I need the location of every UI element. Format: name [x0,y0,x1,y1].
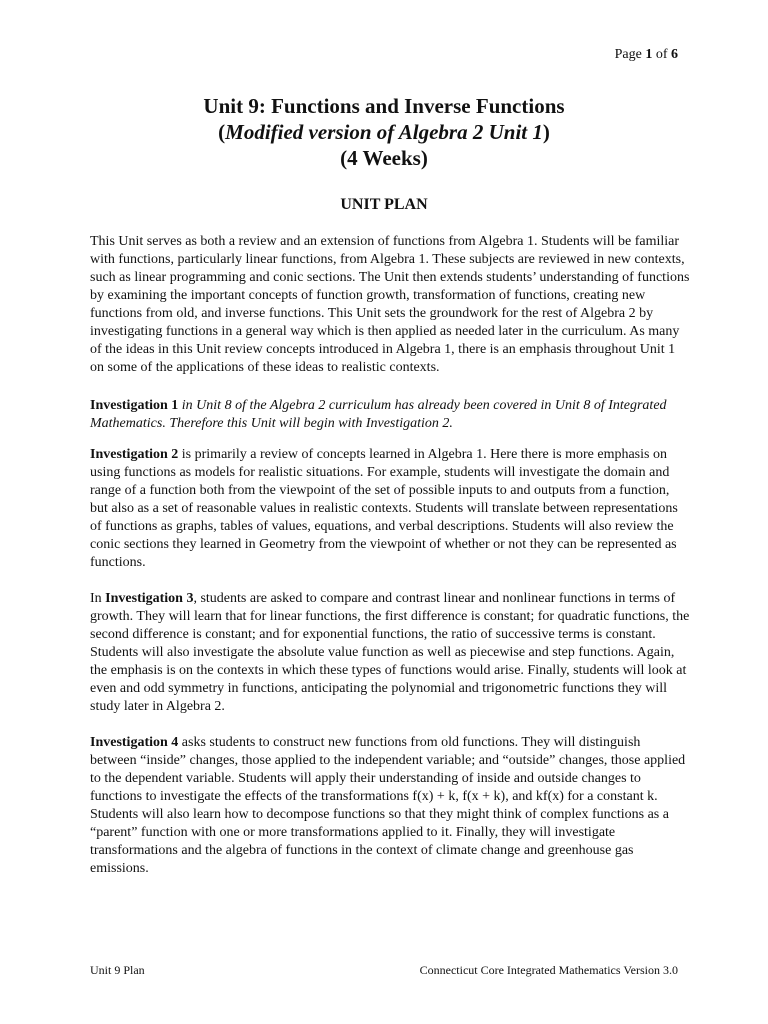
document-body [90,233,690,878]
title-paren-close: ) [542,120,550,144]
investigation-4-paragraph [90,734,690,878]
investigation-3-label: Investigation 3 [105,591,194,606]
intro-paragraph: This Unit serves as both a review and an extension of functions from Algebra 1. Students will be familiar with functions, particularly linear functions, from Algebra 1. These subjects are reviewed in new contexts, such as linear programming and conic sections. The Unit then extends students’ understanding of functions by examining the important concepts of function growth, transformation of functions, creating new functions from old, and inverse functions. This Unit sets the groundwork for the rest of Algebra 2 by investigating functions in a general way which is then applied as needed later in the curriculum. As many of the ideas in this Unit review concepts introduced in Algebra 1, there is an emphasis throughout Unit 1 on some of the applications of these ideas to realistic contexts. [90,234,690,375]
investigation-3-prefix: In [90,591,106,606]
page-current: 1 [645,47,653,62]
title-subtitle: Modified version of Algebra 2 Unit 1 [225,120,543,144]
investigation-4-label: Investigation 4 [90,735,179,750]
footer-right: Connecticut Core Integrated Mathematics Version 3.0 [419,963,678,977]
document-title [0,93,768,171]
page-of: of [655,47,668,62]
investigation-4-text: asks students to construct new functions from old functions. They will distinguish between “inside” changes, those applied to the independent variable; and “outside” changes, those applied to the dependent variable. Students will apply their understanding of inside and outside changes to functions to investigate the effects of the transformations f(x) + k, f(x + k), and kf(x) for a constant k. Students will also learn how to decompose functions so that they might think of complex functions as a “parent” function with one or more transformations applied to it. Finally, they will investigate transformations and the algebra of functions in the context of climate change and greenhouse gas emissions. [90,735,686,876]
investigation-2-label: Investigation 2 [90,447,179,462]
investigation-2-paragraph [90,446,690,572]
investigation-1-paragraph [90,397,690,433]
footer-left: Unit 9 Plan [90,963,145,977]
investigation-2-text: is primarily a review of concepts learned in Algebra 1. Here there is more emphasis on using functions as models for realistic situations. For example, students will investigate the domain and range of a function both from the viewpoint of the set of possible inputs to and outputs from a function, but also as a set of reasonable values in realistic contexts. Students will translate between representations of functions as graphs, tables of values, equations, and verbal descriptions. Students will also review the conic sections they learned in Geometry from the viewpoint of whether or not they can be represented as functions. [90,447,678,570]
investigation-3-paragraph [90,590,690,716]
investigation-3-text: , students are asked to compare and contrast linear and nonlinear functions in terms of growth. They will learn that for linear functions, the first difference is constant; for quadratic functions, the second difference is constant; and for exponential functions, the ratio of successive terms is constant. Students will also investigate the absolute value function as well as piecewise and step functions. Again, the emphasis is on the contexts in which these types of functions would arise. Finally, students will look at even and odd symmetry in functions, anticipating the polynomial and trigonometric functions they will study later in Algebra 2. [90,591,690,714]
page-total: 6 [671,47,678,62]
title-duration: (4 Weeks) [340,146,428,170]
investigation-1-label: Investigation 1 [90,398,179,413]
page-word: Page [614,47,642,62]
title-line-1: Unit 9: Functions and Inverse Functions [203,94,565,118]
investigation-1-text: in Unit 8 of the Algebra 2 curriculum has already been covered in Unit 8 of Integrated Mathematics. Therefore this Unit will begin with Investigation 2. [90,398,667,431]
section-heading: UNIT PLAN [340,196,428,213]
title-line-2 [0,119,768,145]
page-number [615,47,678,63]
title-paren-open: ( [218,120,226,144]
